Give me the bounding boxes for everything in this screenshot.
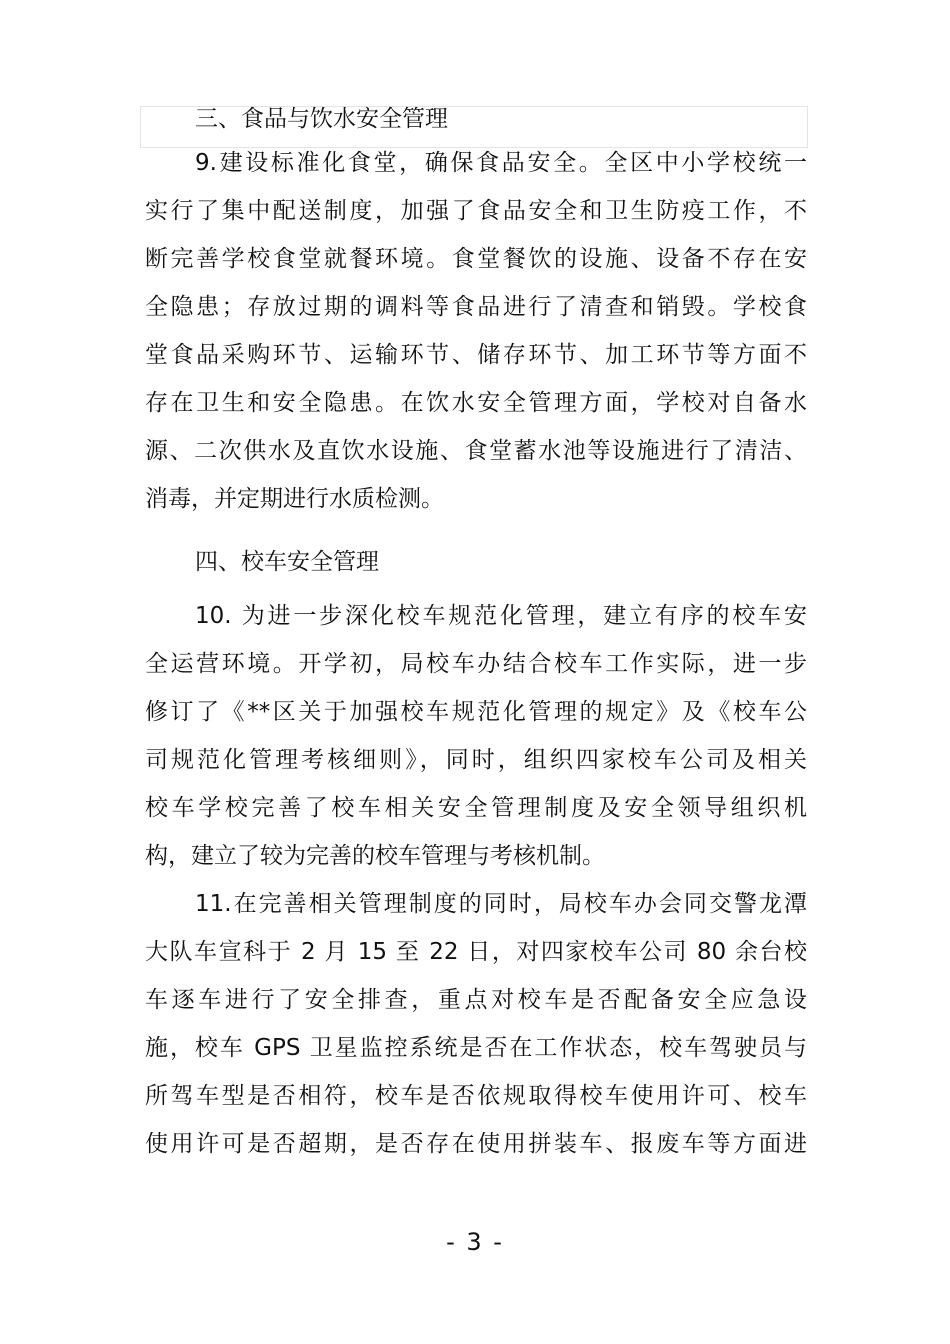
paragraph-line: 修订了《**区关于加强校车规范化管理的规定》及《校车公 [145,699,807,725]
paragraph-line: 构，建立了较为完善的校车管理与考核机制。 [145,843,605,869]
paragraph-line: 源、二次供水及直饮水设施、食堂蓄水池等设施进行了清洁、 [145,438,807,464]
section-heading-school-bus-safety: 四、校车安全管理 [195,549,379,575]
paragraph-line: 全隐患；存放过期的调料等食品进行了清查和销毁。学校食 [145,294,807,320]
paragraph-line: 消毒，并定期进行水质检测。 [145,486,444,512]
paragraph-line: 11.在完善相关管理制度的同时，局校车办会同交警龙潭 [195,891,807,917]
paragraph-line: 大队车宣科于 2 月 15 至 22 日，对四家校车公司 80 余台校 [145,939,807,965]
paragraph-line: 断完善学校食堂就餐环境。食堂餐饮的设施、设备不存在安 [145,246,807,272]
paragraph-line: 10. 为进一步深化校车规范化管理，建立有序的校车安 [195,603,807,629]
paragraph-line: 全运营环境。开学初，局校车办结合校车工作实际，进一步 [145,651,807,677]
paragraph-line: 实行了集中配送制度，加强了食品安全和卫生防疫工作，不 [145,198,807,224]
paragraph-11 [145,880,807,1168]
paragraph-line: 司规范化管理考核细则》，同时，组织四家校车公司及相关 [145,747,807,773]
paragraph-line: 存在卫生和安全隐患。在饮水安全管理方面，学校对自备水 [145,390,807,416]
paragraph-line: 校车学校完善了校车相关安全管理制度及安全领导组织机 [145,795,807,821]
paragraph-9 [145,139,807,523]
page-number: - 3 - [446,1228,504,1256]
paragraph-line: 施，校车 GPS 卫星监控系统是否在工作状态，校车驾驶员与 [145,1035,807,1061]
section-heading-food-water-safety: 三、食品与饮水安全管理 [195,106,448,132]
paragraph-line: 车逐车进行了安全排查，重点对校车是否配备安全应急设 [145,987,807,1013]
paragraph-line: 9.建设标准化食堂，确保食品安全。全区中小学校统一 [195,150,807,176]
paragraph-line: 堂食品采购环节、运输环节、储存环节、加工环节等方面不 [145,342,807,368]
paragraph-line: 所驾车型是否相符，校车是否依规取得校车使用许可、校车 [145,1083,807,1109]
paragraph-10 [145,592,807,880]
paragraph-line: 使用许可是否超期，是否存在使用拼装车、报废车等方面进 [145,1131,807,1157]
